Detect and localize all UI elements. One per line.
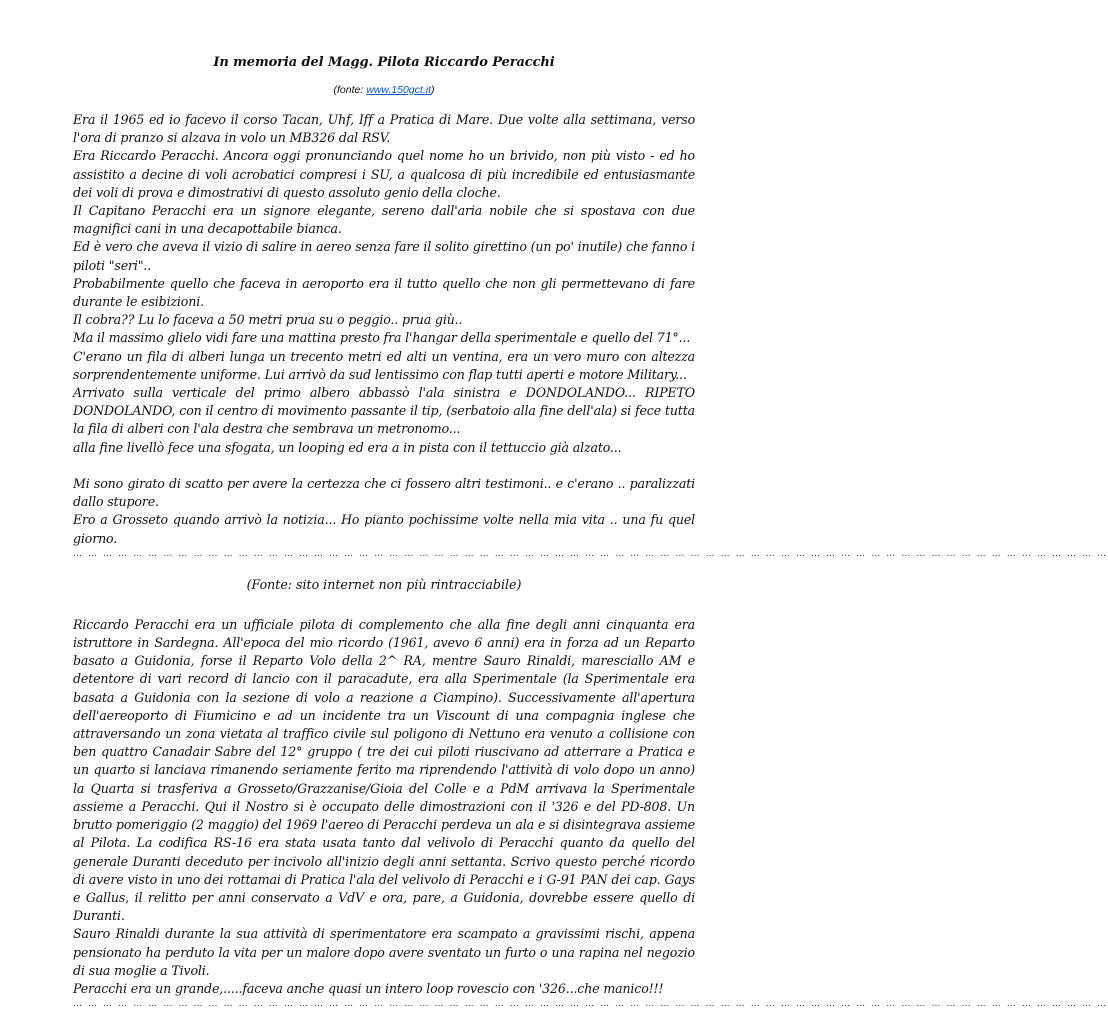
recollection-section: [73, 111, 695, 548]
paragraph: Probabilmente quello che faceva in aeroporto era il tutto quello che non gli permettevano di fare durante le esibizioni.: [73, 275, 695, 310]
blank-line: [73, 457, 695, 475]
source-prefix: (fonte:: [333, 84, 367, 96]
source-suffix: ): [430, 84, 435, 96]
paragraph: Arrivato sulla verticale del primo albero abbassò l'ala sinistra e DONDOLANDO... RIPETO DONDOLANDO, con il centro di movimento passante il tip, (serbatoio alla fine dell'ala) si fece tutta la fila di alberi con l'ala destra che sembrava un metronomo...: [73, 385, 695, 437]
separator-dots: … … … … … … … … … … … … … … … … … … … … … … … … … … … … … … … … … … … … … … … … … … … … … … … … … … … … … … … … … … … … … … … … … … … … …: [73, 548, 1108, 559]
document-page: [73, 50, 1108, 1010]
secondary-source: (Fonte: sito internet non più rintracciabile): [246, 576, 522, 592]
paragraph: Riccardo Peracchi era un ufficiale pilota di complemento che alla fine degli anni cinquanta era istruttore in Sardegna. All'epoca del mio ricordo (1961, avevo 6 anni) era in forza ad un Reparto basato a Guidonia, forse il Reparto Volo della 2^ RA, mentre Sauro Rinaldi, maresciallo AM e detentore di vari record di lancio con il paracadute, era alla Sperimentale (la Sperimentale era basata a Guidonia con la sezione di volo a reazione a Ciampino). Successivamente all'apertura dell'aereoporto di Fiumicino e ad un incidente tra un Viscount di una compagnia inglese che attraversando un zona vietata al traffico civile sul poligono di Nettuno era venuto a collisione con ben quattro Canadair Sabre del 12° gruppo ( tre dei cui piloti riuscivano ad atterrare a Pratica e un quarto si lanciava rimanendo seriamente ferito ma riprendendo l'attività di volo dopo un anno) la Quarta si trasferiva a Grosseto/Grazzanise/Gioia del Colle e a PdM arrivava la Sperimentale assieme a Peracchi. Qui il Nostro si è occupato delle dimostrazioni con il '326 e del PD-808. Un brutto pomeriggio (2 maggio) del 1969 l'aereo di Peracchi perdeva un ala e si disintegrava assieme al Pilota. La codifica RS-16 era stata usata tanto dal velivolo di Peracchi quanto da quello del generale Duranti deceduto per incivolo all'inizio degli anni settanta. Scrivo questo perché ricordo di avere visto in uno dei rottamai di Pratica l'ala del velivolo di Peracchi e i G-91 PAN dei cap. Gays e Gallus, il relitto per anni conservato a VdV e ora, pare, a Guidonia, dovrebbe essere quello di Duranti.: [73, 616, 695, 924]
paragraph: Sauro Rinaldi durante la sua attività di sperimentatore era scampato a gravissimi rischi, appena pensionato ha perduto la vita per un malore dopo avere sventato un furto o una rapina nel negozio di sua moglie a Tivoli.: [73, 926, 695, 978]
paragraph: Era Riccardo Peracchi. Ancora oggi pronunciando quel nome ho un brivido, non più visto - ed ho assistito a decine di voli acrobatici compresi i SU, a qualcosa di più incredibile ed entusiasmante dei voli di prova e dimostrativi di questo assoluto genio della cloche.: [73, 148, 695, 200]
paragraph: Il cobra?? Lu lo faceva a 50 metri prua su o peggio.. prua giù..: [73, 312, 463, 328]
paragraph: Era il 1965 ed io facevo il corso Tacan, Uhf, Iff a Pratica di Mare. Due volte alla settimana, verso l'ora di pranzo si alzava in volo un MB326 dal RSV.: [73, 112, 695, 146]
paragraph: Mi sono girato di scatto per avere la certezza che ci fossero altri testimoni.. e c'erano .. paralizzati dallo stupore.: [73, 476, 695, 510]
paragraph: Il Capitano Peracchi era un signore elegante, sereno dall'aria nobile che si spostava con due magnifici cani in una decapottabile bianca.: [73, 203, 695, 237]
paragraph: Ero a Grosseto quando arrivò la notizia... Ho pianto pochissime volte nella mia vita .. una fu quel giorno.: [73, 512, 695, 546]
document-title: In memoria del Magg. Pilota Riccardo Peracchi: [213, 55, 555, 70]
history-section: [73, 616, 695, 998]
paragraph: Ma il massimo glielo vidi fare una mattina presto fra l'hangar della sperimentale e quello del 71°...: [73, 330, 691, 346]
separator-dots-bottom: … … … … … … … … … … … … … … … … … … … … … … … … … … … … … … … … … … … … … … … … … … … … … … … … … … … … … … … … … … … … … … … … … … … … …: [73, 999, 1108, 1010]
source-link[interactable]: www.150gct.it: [366, 84, 431, 96]
paragraph: C'erano un fila di alberi lunga un trecento metri ed alti un ventina, era un vero muro con altezza sorprendentemente uniforme. Lui arrivò da sud lentissimo con flap tutti aperti e motore Military...: [73, 348, 695, 382]
paragraph: alla fine livellò fece una sfogata, un looping ed era a in pista con il tettuccio già alzato...: [73, 439, 622, 455]
source-line: [73, 81, 695, 99]
paragraph: Ed è vero che aveva il vizio di salire in aereo senza fare il solito girettino (un po' inutile) che fanno i piloti "seri"..: [73, 239, 696, 273]
paragraph: Peracchi era un grande,.....faceva anche quasi un intero loop rovescio con '326...che manico!!!: [73, 980, 664, 996]
